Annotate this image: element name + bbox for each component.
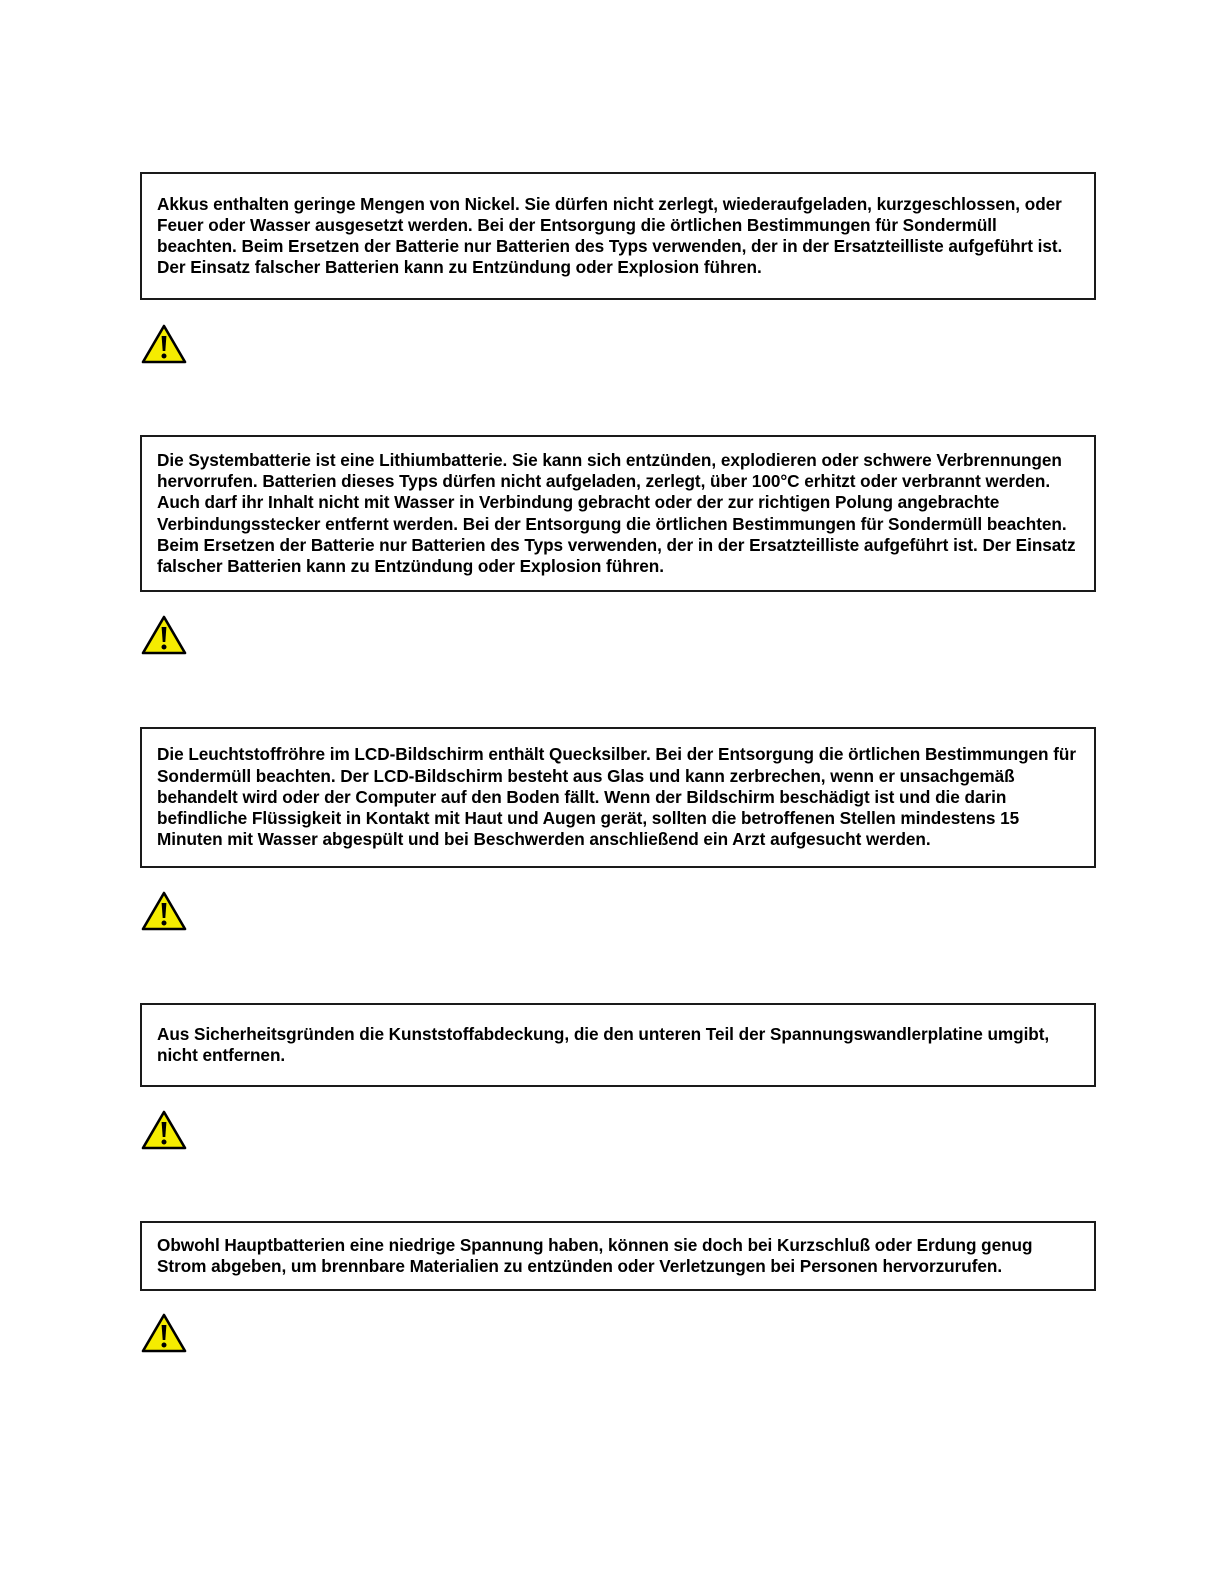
safety-notice-text: Die Systembatterie ist eine Lithiumbatterie. Sie kann sich entzünden, explodieren oder schwere Verbrennungen hervorrufen. Batterien dieses Typs dürfen nicht aufgeladen, zerlegt, über 100°C erhitzt oder verbrannt werden. Auch darf ihr Inhalt nicht mit Wasser in Verbindung gebracht oder der zur richtigen Polung angebrachte Verbindungsstecker entfernt werden. Bei der Entsorgung die örtlichen Bestimmungen für Sondermüll beachten. Beim Ersetzen der Batterie nur Batterien des Typs verwenden, der in der Ersatzteilliste aufgeführt ist. Der Einsatz falscher Batterien kann zu Entzündung oder Explosion führen.: [157, 449, 1076, 576]
safety-notice-text: Aus Sicherheitsgründen die Kunststoffabdeckung, die den unteren Teil der Spannungswandlerplatine umgibt, nicht entfernen.: [157, 1023, 1050, 1065]
safety-notice-box: [140, 1221, 1096, 1291]
caution-triangle-icon: [140, 890, 188, 932]
caution-triangle-icon: [140, 1312, 188, 1354]
safety-notice-text: Akkus enthalten geringe Mengen von Nickel. Sie dürfen nicht zerlegt, wiederaufgeladen, kurzgeschlossen, oder Feuer oder Wasser ausgesetzt werden. Bei der Entsorgung die örtlichen Bestimmungen für Sondermüll beachten. Beim Ersetzen der Batterie nur Batterien des Typs verwenden, der in der Ersatzteilliste aufgeführt ist. Der Einsatz falscher Batterien kann zu Entzündung oder Explosion führen.: [157, 193, 1063, 278]
caution-triangle-icon: [140, 614, 188, 656]
safety-notice-box: [140, 1003, 1096, 1087]
safety-notice-text: Obwohl Hauptbatterien eine niedrige Spannung haben, können sie doch bei Kurzschluß oder Erdung genug Strom abgeben, um brennbare Materialien zu entzünden oder Verletzungen bei Personen hervorzurufen.: [157, 1234, 1033, 1276]
caution-triangle-icon: [140, 1109, 188, 1151]
safety-notice-box: [140, 172, 1096, 300]
safety-notice-text: Die Leuchtstoffröhre im LCD-Bildschirm enthält Quecksilber. Bei der Entsorgung die örtlichen Bestimmungen für Sondermüll beachten. Der LCD-Bildschirm besteht aus Glas und kann zerbrechen, wenn er unsachgemäß behandelt wird oder der Computer auf den Boden fällt. Wenn der Bildschirm beschädigt ist und die darin befindliche Flüssigkeit in Kontakt mit Haut und Augen gerät, sollten die betroffenen Stellen mindestens 15 Minuten mit Wasser abgespült und bei Beschwerden anschließend ein Arzt aufgesucht werden.: [157, 744, 1076, 850]
safety-notice-box: [140, 727, 1096, 868]
safety-notice-box: [140, 435, 1096, 592]
caution-triangle-icon: [140, 323, 188, 365]
